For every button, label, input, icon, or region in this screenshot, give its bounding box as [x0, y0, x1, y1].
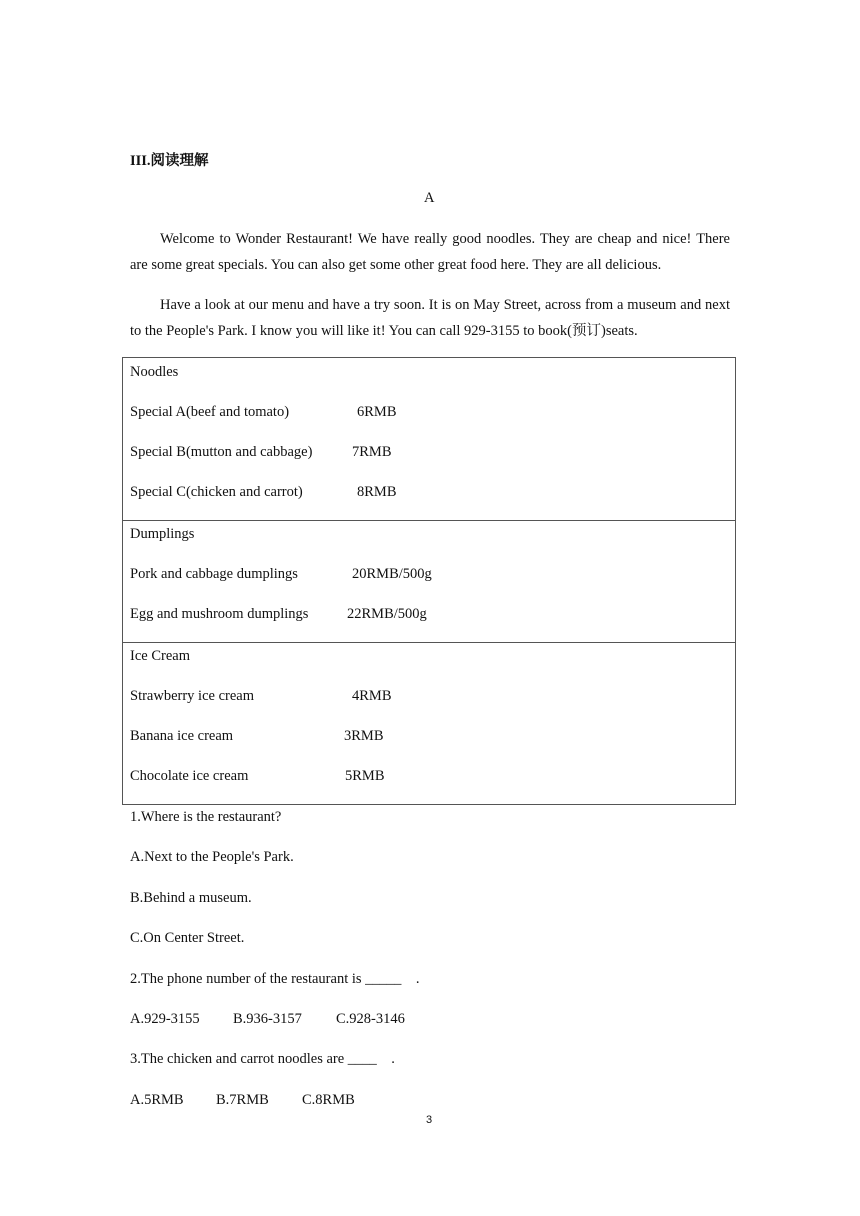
question-1-stem: 1.Where is the restaurant?: [130, 809, 282, 825]
menu-section-noodles: [123, 358, 735, 520]
menu-item-price: 22RMB/500g: [347, 606, 427, 622]
question-3-option-a: A.5RMB: [130, 1092, 184, 1108]
menu-item-price: 6RMB: [357, 404, 397, 420]
paragraph-2: Have a look at our menu and have a try soon. It is on May Street, across from a museum and next to the People's Park. I know you will like it! You can call 929-3155 to book(预订)seats.: [130, 297, 730, 339]
menu-item-name: Strawberry ice cream: [130, 688, 254, 704]
menu-item-price: 20RMB/500g: [352, 566, 432, 582]
question-1-option-c: C.On Center Street.: [130, 930, 245, 946]
menu-item-price: 8RMB: [357, 484, 397, 500]
menu-section-dumplings: [123, 520, 735, 642]
question-3-stem: 3.The chicken and carrot noodles are ____ .: [130, 1051, 395, 1067]
menu-section-ice-cream: [123, 642, 735, 804]
menu-item-name: Egg and mushroom dumplings: [130, 606, 309, 622]
menu-item-price: 3RMB: [344, 728, 384, 744]
question-1-option-b: B.Behind a museum.: [130, 890, 252, 906]
paragraph-1: Welcome to Wonder Restaurant! We have really good noodles. They are cheap and nice! There are some great specials. You can also get some other great food here. They are all delicious.: [130, 231, 730, 273]
question-2-stem: 2.The phone number of the restaurant is _____ .: [130, 971, 420, 987]
question-2-option-b: B.936-3157: [233, 1011, 302, 1027]
menu-item-price: 5RMB: [345, 768, 385, 784]
question-3-option-c: C.8RMB: [302, 1092, 355, 1108]
question-1-option-a: A.Next to the People's Park.: [130, 849, 294, 865]
menu-item-price: 7RMB: [352, 444, 392, 460]
menu-item-price: 4RMB: [352, 688, 392, 704]
menu-item-name: Special A(beef and tomato): [130, 404, 290, 420]
menu-item-name: Special B(mutton and cabbage): [130, 444, 313, 460]
question-2-option-c: C.928-3146: [336, 1011, 405, 1027]
menu-item-name: Special C(chicken and carrot): [130, 484, 303, 500]
section-heading: III.阅读理解: [130, 153, 209, 169]
question-2-option-a: A.929-3155: [130, 1011, 200, 1027]
question-3-option-b: B.7RMB: [216, 1092, 269, 1108]
menu-section-title: Noodles: [130, 364, 179, 380]
menu-section-title: Ice Cream: [130, 648, 190, 664]
page-number: 3: [426, 1114, 433, 1126]
menu-item-name: Pork and cabbage dumplings: [130, 566, 298, 582]
menu-table: [122, 357, 736, 805]
menu-item-name: Chocolate ice cream: [130, 768, 249, 784]
passage-label: A: [424, 190, 435, 206]
menu-section-title: Dumplings: [130, 526, 195, 542]
menu-item-name: Banana ice cream: [130, 728, 234, 744]
